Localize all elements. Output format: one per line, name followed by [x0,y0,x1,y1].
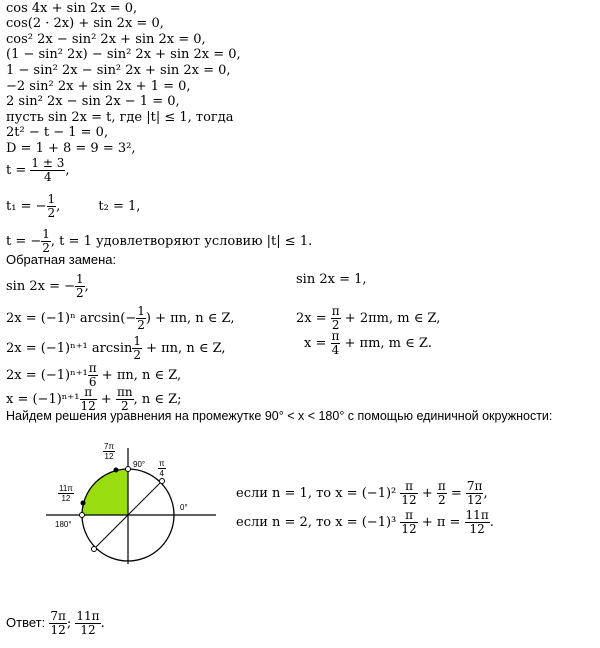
label-7pi12: $\frac{7\pi}{12}$ [104,442,114,461]
left-row-3: 2x = (−1)ⁿ⁺¹ arcsin $\frac{1}{2}$ + πn, n ∈ Z, [6,334,226,362]
right-row-2: 2x = $\frac{\pi}{2}$ + 2πm, m ∈ Z, [296,304,441,332]
right-row-1: sin 2x = 1, [296,272,367,287]
t-roots: t₁ = − $\frac{1}{2}$ , t₂ = 1, [6,192,141,220]
left-row-4: 2x = (−1)ⁿ⁺¹ $\frac{\pi}{6}$ + πn, n ∈ Z, [6,361,182,389]
eq-line-7: 2 sin² 2x − sin 2x − 1 = 0, [6,94,180,109]
label-0deg: 0° [180,503,188,512]
left-row-1: sin 2x = − $\frac{1}{2}$ , [6,272,89,300]
label-90deg: 90° [133,460,146,469]
t-formula: t = $\frac{1 \pm 3}{4}$ , [6,156,70,184]
eq-line-5: 1 − sin² 2x − sin² 2x + sin 2x = 0, [6,63,231,78]
left-row-5: x = (−1)ⁿ⁺¹ $\frac{\pi}{12}$ + $\frac{\pi n}{2}$ , n ∈ Z; [6,385,182,413]
eq-line-3: cos² 2x − sin² 2x + sin 2x = 0, [6,32,206,47]
point-180 [80,513,85,518]
label-pi4: $\frac{\pi}{4}$ [159,459,165,478]
label-180deg: 180° [55,520,72,529]
eq-line-1: cos 4x + sin 2x = 0, [6,1,138,16]
eq-line-4: (1 − sin² 2x) − sin² 2x + sin 2x = 0, [6,47,241,62]
interval-text: Найдем решения уравнения на промежутке 90° < x < 180° с помощью единичной окружности: [6,409,553,423]
point-90 [126,467,131,472]
point-5pi4 [92,547,97,552]
case-n1: если n = 1, то x = (−1)² $\frac{\pi}{12}$ + $\frac{\pi}{2}$ = $\frac{7\pi}{12}$ , [236,479,488,507]
eq-line-8: пусть sin 2x = t, где |t| ≤ 1, тогда [6,110,234,125]
point-pi4 [160,479,165,484]
eq-line-10: D = 1 + 8 = 9 = 3², [6,141,136,156]
reverse-title: Обратная замена: [6,252,117,267]
condition-line: t = − $\frac{1}{2}$ , t = 1 удовлетворяют условию |t| ≤ 1. [6,227,313,255]
point-7pi12 [114,468,119,473]
eq-line-9: 2t² − t − 1 = 0, [6,125,109,140]
case-n2: если n = 2, то x = (−1)³ $\frac{\pi}{12}$ + π = $\frac{11\pi}{12}$ . [236,508,494,536]
label-11pi12: $\frac{11\pi}{12}$ [59,484,73,503]
answer-line: Ответ: $\frac{7\pi}{12}$ ; $\frac{11\pi}{12}$ . [6,609,105,637]
left-row-2: 2x = (−1)ⁿ arcsin(− $\frac{1}{2}$ ) + πn, n ∈ Z, [6,304,235,332]
right-row-3: x = $\frac{\pi}{4}$ + πm, m ∈ Z. [304,329,432,357]
eq-line-6: −2 sin² 2x + sin 2x + 1 = 0, [6,79,191,94]
eq-line-2: cos(2 · 2x) + sin 2x = 0, [6,16,164,31]
point-11pi12 [81,501,86,506]
